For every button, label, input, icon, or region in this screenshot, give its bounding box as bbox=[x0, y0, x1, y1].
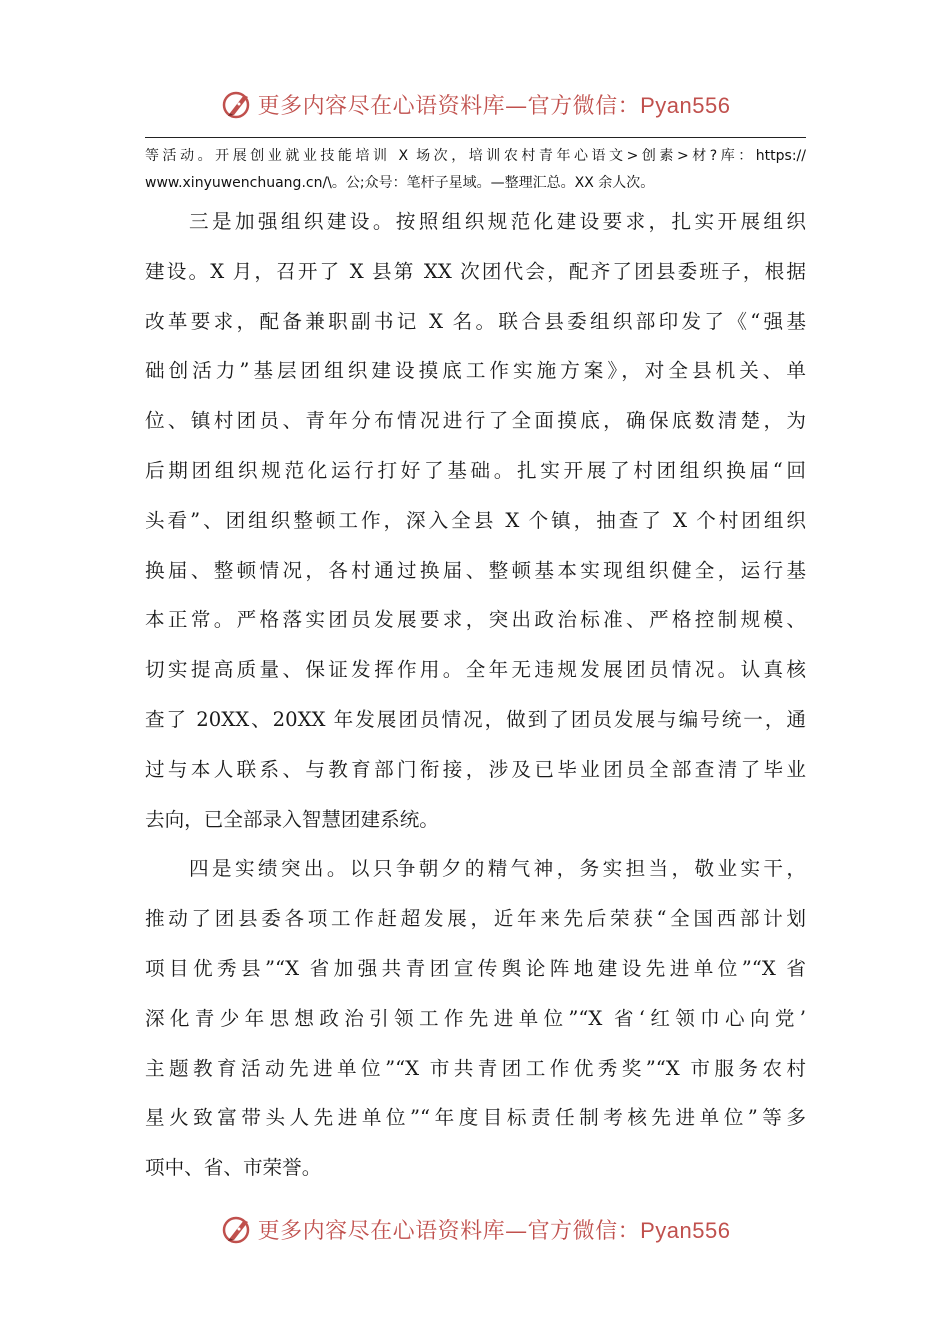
footer-banner bbox=[0, 1207, 950, 1251]
text-line: 位、镇村团员、青年分布情况进行了全面摸底，确保底数清楚，为 bbox=[145, 409, 806, 433]
continuation-note bbox=[145, 143, 806, 197]
paragraph-organization-building bbox=[145, 197, 806, 844]
banner-text: 更多内容尽在心语资料库—官方微信：Pyan556 bbox=[257, 1217, 731, 1244]
document-body bbox=[145, 197, 806, 1193]
banner-text: 更多内容尽在心语资料库—官方微信：Pyan556 bbox=[257, 92, 731, 119]
text-line: 推动了团县委各项工作赶超发展，近年来先后荣获“全国西部计划 bbox=[145, 907, 806, 931]
text-line: 三是加强组织建设。按照组织规范化建设要求，扎实开展组织 bbox=[189, 210, 806, 233]
text-line: 项中、省、市荣誉。 bbox=[145, 1156, 322, 1180]
text-line: 建设。X 月，召开了 X 县第 XX 次团代会，配齐了团县委班子，根据 bbox=[145, 259, 806, 283]
pen-nib-circle-icon bbox=[220, 1212, 254, 1246]
text-line: 四是实绩突出。以只争朝夕的精气神，务实担当，敬业实干， bbox=[189, 857, 806, 881]
text-line: 本正常。严格落实团员发展要求，突出政治标准、严格控制规模、 bbox=[145, 608, 806, 632]
wechat-id: Pyan556 bbox=[640, 1217, 731, 1243]
text-line: 项目优秀县”“X 省加强共青团宣传舆论阵地建设先进单位”“X 省 bbox=[145, 956, 806, 980]
text-line: 深化青少年思想政治引领工作先进单位”“X 省‘红领巾心向党’ bbox=[145, 1006, 806, 1030]
header-banner bbox=[0, 82, 950, 126]
note-line: 等活动。开展创业就业技能培训 X 场次，培训农村青年心语文>创素>材?库：https:// bbox=[145, 148, 806, 164]
note-line: www.xinyuwenchuang.cn/\。公;众号：笔杆子星域。—整理汇总。XX 余人次。 bbox=[145, 175, 655, 191]
text-line: 础创活力”基层团组织建设摸底工作实施方案》，对全县机关、单 bbox=[145, 359, 806, 383]
text-line: 去向，已全部录入智慧团建系统。 bbox=[145, 807, 439, 831]
text-line: 后期团组织规范化运行打好了基础。扎实开展了村团组织换届“回 bbox=[145, 458, 806, 482]
text-line: 主题教育活动先进单位”“X 市共青团工作优秀奖”“X 市服务农村 bbox=[145, 1056, 806, 1080]
text-line: 查了 20XX、20XX 年发展团员情况，做到了团员发展与编号统一，通 bbox=[145, 707, 806, 731]
text-line: 星火致富带头人先进单位”“年度目标责任制考核先进单位”等多 bbox=[145, 1106, 806, 1130]
text-line: 切实提高质量、保证发挥作用。全年无违规发展团员情况。认真核 bbox=[145, 658, 806, 682]
text-line: 头看”、团组织整顿工作，深入全县 X 个镇，抽查了 X 个村团组织 bbox=[145, 508, 806, 532]
wechat-id: Pyan556 bbox=[640, 92, 731, 118]
text-line: 过与本人联系、与教育部门衔接，涉及已毕业团员全部查清了毕业 bbox=[145, 757, 806, 781]
paragraph-achievements bbox=[145, 844, 806, 1193]
pen-nib-circle-icon bbox=[220, 87, 254, 121]
text-line: 换届、整顿情况，各村通过换届、整顿基本实现组织健全，运行基 bbox=[145, 558, 806, 582]
header-divider bbox=[145, 137, 806, 138]
text-line: 改革要求，配备兼职副书记 X 名。联合县委组织部印发了《“强基 bbox=[145, 309, 806, 333]
